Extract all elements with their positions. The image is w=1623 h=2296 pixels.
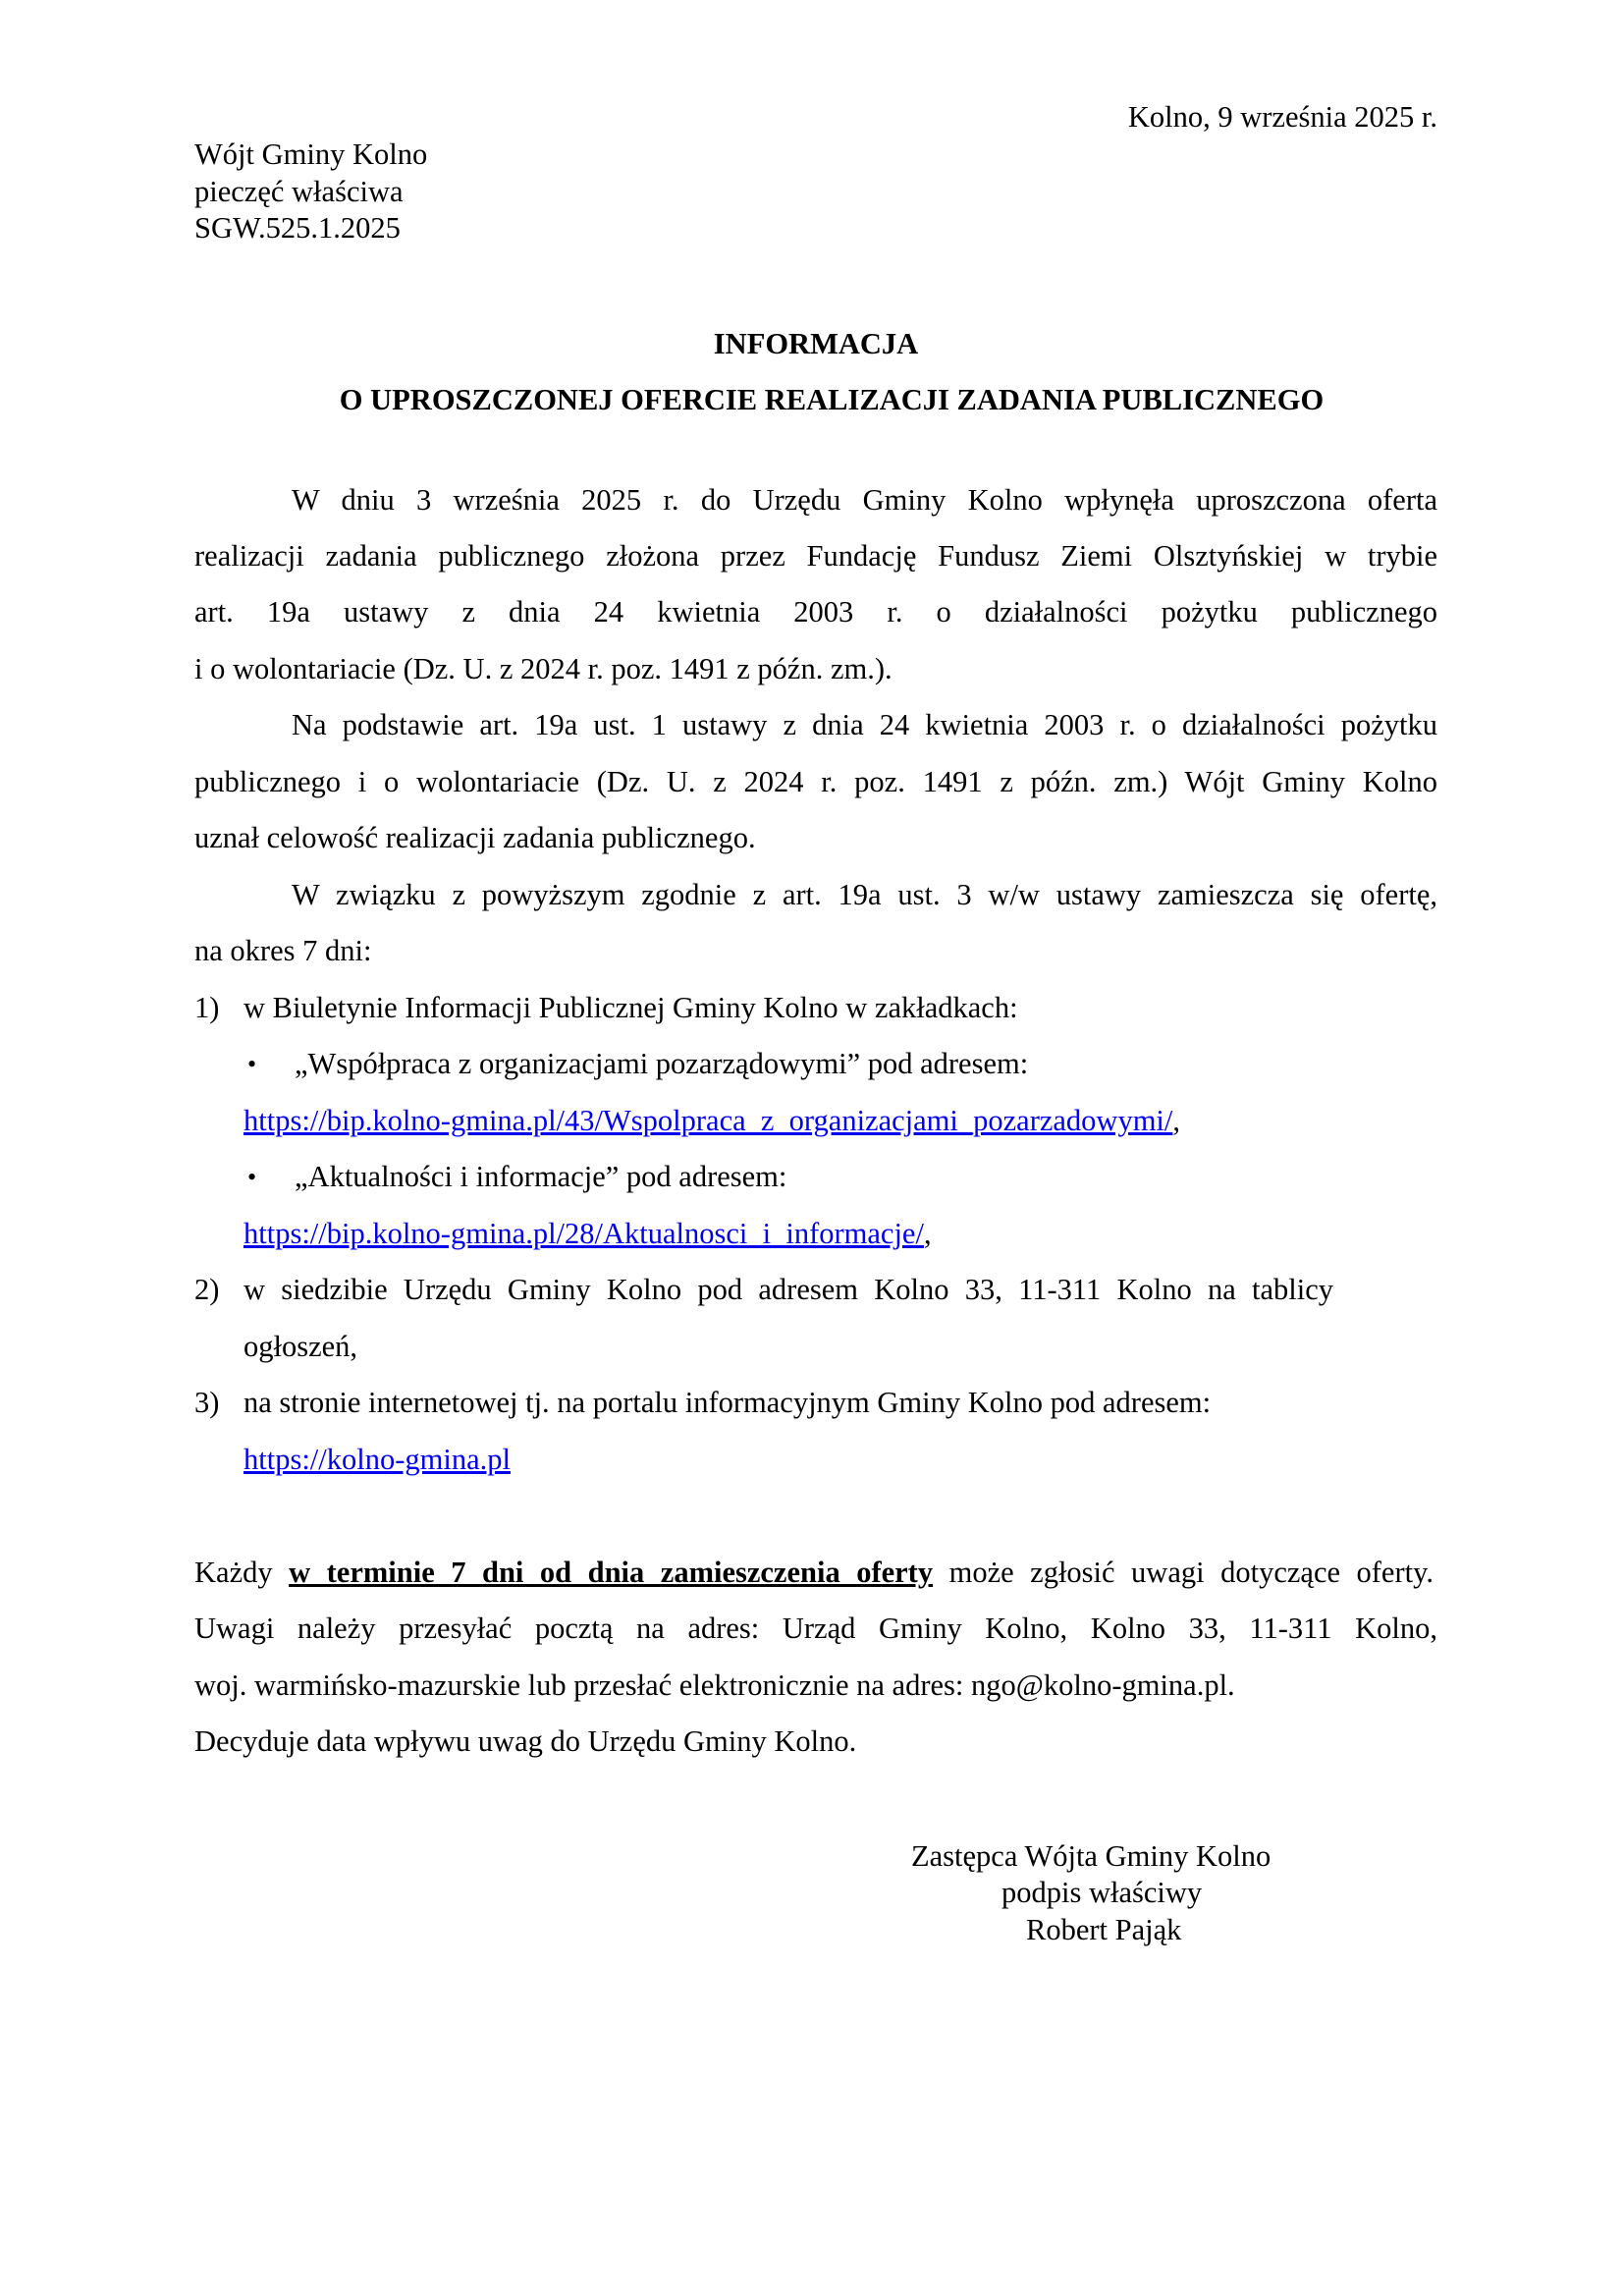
para4-post: może zgłosić uwagi dotyczące oferty. bbox=[933, 1556, 1434, 1589]
comma: , bbox=[923, 1217, 932, 1250]
list-item-1-number: 1) bbox=[194, 991, 220, 1024]
bullet-icon: • bbox=[247, 1050, 257, 1078]
issuer-stamp: pieczęć właściwa bbox=[194, 175, 404, 208]
para1-line4: i o wolontariacie (Dz. U. z 2024 r. poz. 1491 z późn. zm.). bbox=[194, 652, 893, 685]
document-title: INFORMACJA bbox=[713, 327, 919, 360]
document-subtitle: O UPROSZCZONEJ OFERCIE REALIZACJI ZADANIA PUBLICZNEGO bbox=[339, 383, 1325, 416]
sub-item-1-link-line bbox=[243, 1106, 1180, 1136]
sub-item-1-text: „Współpraca z organizacjami pozarządowymi” pod adresem: bbox=[295, 1047, 1029, 1080]
para2-line3: uznał celowość realizacji zadania publicznego. bbox=[194, 821, 756, 854]
sub-item-2-link-line bbox=[243, 1219, 932, 1249]
link-aktualnosci[interactable]: https://bip.kolno-gmina.pl/28/Aktualnosci_i_informacje/ bbox=[243, 1217, 924, 1250]
para3-line1: W związku z powyższym zgodnie z art. 19a ust. 3 w/w ustawy zamieszcza się ofertę, bbox=[292, 878, 1437, 911]
document-date: Kolno, 9 września 2025 r. bbox=[1127, 100, 1437, 134]
link-wspolpraca[interactable]: https://bip.kolno-gmina.pl/43/Wspolpraca_z_organizacjami_pozarzadowymi/ bbox=[243, 1104, 1173, 1137]
list-item-2-line1: w siedzibie Urzędu Gminy Kolno pod adresem Kolno 33, 11-311 Kolno na tablicy bbox=[243, 1273, 1333, 1306]
para4-line1 bbox=[194, 1558, 1434, 1588]
signature-name: Robert Pająk bbox=[1026, 1913, 1182, 1946]
para3-line2: na okres 7 dni: bbox=[194, 934, 372, 967]
para2-line1: Na podstawie art. 19a ust. 1 ustawy z dnia 24 kwietnia 2003 r. o działalności pożytku bbox=[292, 708, 1437, 741]
bullet-icon: • bbox=[247, 1163, 257, 1191]
list-item-2-number: 2) bbox=[194, 1273, 220, 1306]
signature-stamp: podpis właściwy bbox=[1001, 1876, 1203, 1909]
reference-number: SGW.525.1.2025 bbox=[194, 211, 401, 245]
issuer-name: Wójt Gminy Kolno bbox=[194, 137, 428, 171]
signature-title: Zastępca Wójta Gminy Kolno bbox=[911, 1839, 1271, 1873]
para1-line1: W dniu 3 września 2025 r. do Urzędu Gminy Kolno wpłynęła uproszczona oferta bbox=[292, 483, 1437, 517]
list-item-3-link-line bbox=[243, 1445, 511, 1475]
para4-line3: woj. warmińsko-mazurskie lub przesłać elektronicznie na adres: ngo@kolno-gmina.pl. bbox=[194, 1668, 1235, 1702]
list-item-1-text: w Biuletynie Informacji Publicznej Gminy Kolno w zakładkach: bbox=[243, 991, 1018, 1024]
sub-item-2-text: „Aktualności i informacje” pod adresem: bbox=[295, 1160, 787, 1193]
para1-line2: realizacji zadania publicznego złożona przez Fundację Fundusz Ziemi Olsztyńskiej w trybie bbox=[194, 539, 1437, 573]
comma: , bbox=[1172, 1104, 1181, 1137]
list-item-3-number: 3) bbox=[194, 1386, 220, 1419]
para2-line2: publicznego i o wolontariacie (Dz. U. z 2024 r. poz. 1491 z późn. zm.) Wójt Gminy Kolno bbox=[194, 765, 1437, 798]
list-item-3-text: na stronie internetowej tj. na portalu informacyjnym Gminy Kolno pod adresem: bbox=[243, 1386, 1212, 1419]
list-item-2-line2: ogłoszeń, bbox=[243, 1330, 358, 1363]
deadline-emphasis: w terminie 7 dni od dnia zamieszczenia oferty bbox=[289, 1556, 934, 1589]
para1-line3: art. 19a ustawy z dnia 24 kwietnia 2003 r. o działalności pożytku publicznego bbox=[194, 595, 1437, 629]
para4-line2: Uwagi należy przesyłać pocztą na adres: Urząd Gminy Kolno, Kolno 33, 11-311 Kolno, bbox=[194, 1612, 1437, 1645]
para4-pre: Każdy bbox=[194, 1556, 290, 1589]
para4-line4: Decyduje data wpływu uwag do Urzędu Gminy Kolno. bbox=[194, 1724, 857, 1758]
link-portal[interactable]: https://kolno-gmina.pl bbox=[243, 1443, 511, 1476]
